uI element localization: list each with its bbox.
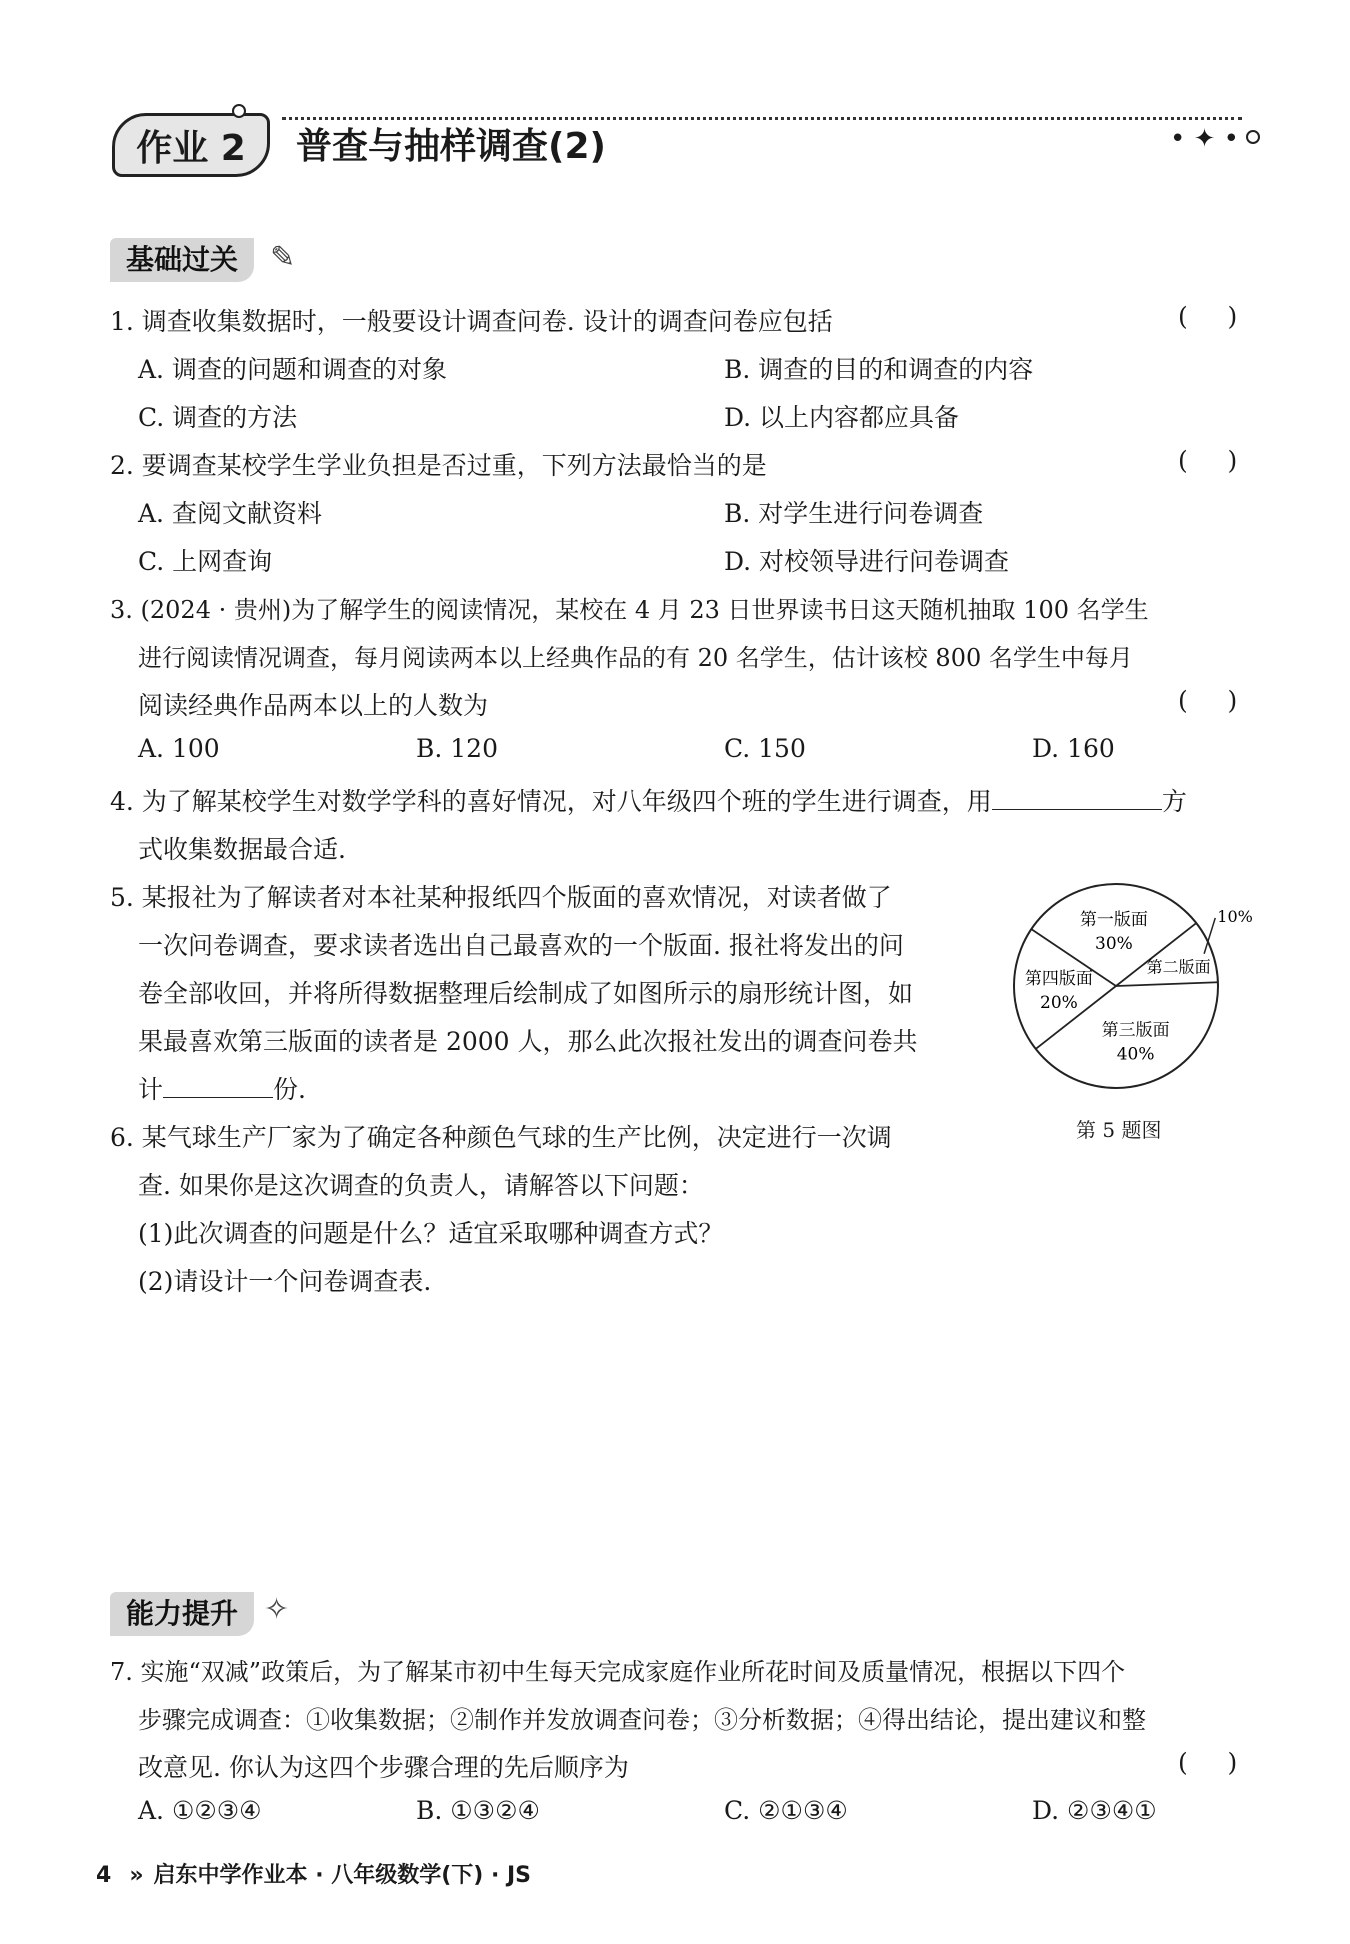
q2-option-a: A. 查阅文献资料: [138, 499, 322, 528]
page-footer: [96, 1858, 531, 1889]
footer-book-title: 启东中学作业本 · 八年级数学(下) · JS: [153, 1863, 532, 1888]
question-5-line-3: 卷全部收回，并将所得数据整理后绘制成了如图所示的扇形统计图，如: [138, 979, 914, 1008]
answer-paren-q7: ( ): [1178, 1748, 1238, 1777]
q2-option-d: D. 对校领导进行问卷调查: [724, 547, 1010, 576]
page-number: 4: [96, 1863, 112, 1888]
double-chevron-icon: »: [129, 1863, 144, 1888]
question-6-sub-1: (1)此次调查的问题是什么？适宜采取哪种调查方式？: [138, 1219, 724, 1248]
pie-slice-fourth-value: 20%: [1040, 993, 1078, 1014]
q1-option-d: D. 以上内容都应具备: [724, 403, 960, 432]
question-7-line-3: 改意见. 你认为这四个步骤合理的先后顺序为: [138, 1753, 629, 1782]
q7-option-c: C. ②①③④: [724, 1796, 848, 1825]
answer-paren-q1: ( ): [1178, 302, 1238, 331]
question-6-line-2: 查. 如果你是这次调查的负责人，请解答以下问题：: [138, 1171, 704, 1200]
question-6-line-1: 6. 某气球生产厂家为了确定各种颜色气球的生产比例，决定进行一次调: [110, 1123, 892, 1152]
question-5-line-5: [138, 1070, 306, 1106]
homework-badge: 作业 2: [112, 113, 270, 177]
q7-option-b: B. ①③②④: [416, 1796, 540, 1825]
pie-slice-third-label: 第三版面: [1101, 1020, 1170, 1041]
q3-option-c: C. 150: [724, 734, 806, 763]
pie-slice-first-label: 第一版面: [1079, 909, 1148, 930]
question-7-line-1: 7. 实施“双减”政策后，为了解某市初中生每天完成家庭作业所花时间及质量情况，根据以下四个: [110, 1658, 1126, 1686]
question-5-text: 计: [138, 1075, 164, 1104]
q1-option-c: C. 调查的方法: [138, 403, 298, 432]
question-3-line-3: 阅读经典作品两本以上的人数为: [138, 691, 489, 720]
pencil-icon: ✎: [270, 240, 296, 275]
answer-paren-q3: ( ): [1178, 686, 1238, 715]
q7-option-d: D. ②③④①: [1032, 1796, 1157, 1825]
section-advanced-tag: 能力提升: [110, 1592, 254, 1636]
question-2-stem: 2. 要调查某校学生学业负担是否过重，下列方法最恰当的是: [110, 451, 767, 480]
pie-slice-fourth-label: 第四版面: [1024, 969, 1093, 990]
q2-option-b: B. 对学生进行问卷调查: [724, 499, 984, 528]
header-dot-decoration: [232, 104, 246, 118]
question-4-text-end: 方: [1161, 787, 1187, 816]
sparkle-pencil-icon: ✧: [264, 1592, 290, 1627]
pie-slice-second-value: 10%: [1217, 906, 1253, 926]
pie-slice-third-value: 40%: [1116, 1044, 1155, 1065]
question-5-line-2: 一次问卷调查，要求读者选出自己最喜欢的一个版面. 报社将发出的问: [138, 931, 904, 960]
pie-chart: [1000, 876, 1280, 1100]
q3-option-d: D. 160: [1032, 734, 1115, 763]
question-5-line-1: 5. 某报社为了解读者对本社某种报纸四个版面的喜欢情况，对读者做了: [110, 883, 892, 912]
header-end-circle: [1246, 130, 1260, 144]
q1-option-b: B. 调查的目的和调查的内容: [724, 355, 1034, 384]
pie-caption: 第 5 题图: [1076, 1118, 1162, 1142]
question-3-line-2: 进行阅读情况调查，每月阅读两本以上经典作品的有 20 名学生，估计该校 800 名学生中每月: [138, 644, 1133, 672]
question-6-sub-2: (2)请设计一个问卷调查表.: [138, 1267, 432, 1296]
q5-answer-blank[interactable]: [163, 1097, 273, 1098]
page-title: 普查与抽样调查(2): [296, 126, 606, 167]
q2-option-c: C. 上网查询: [138, 547, 273, 576]
q3-option-b: B. 120: [416, 734, 498, 763]
sparkle-icon: • ✦ •: [1170, 124, 1239, 154]
question-5-line-4: 果最喜欢第三版面的读者是 2000 人，那么此次报社发出的调查问卷共: [138, 1027, 918, 1056]
question-7-line-2: 步骤完成调查：①收集数据；②制作并发放调查问卷；③分析数据；④得出结论，提出建议和整: [138, 1706, 1146, 1734]
pie-slice-first-value: 30%: [1095, 933, 1133, 954]
question-3-line-1: 3. (2024 · 贵州)为了解学生的阅读情况，某校在 4 月 23 日世界读书日这天随机抽取 100 名学生: [110, 596, 1149, 624]
q7-option-a: A. ①②③④: [138, 1796, 262, 1825]
section-basic-tag: 基础过关: [110, 238, 254, 282]
q3-option-a: A. 100: [138, 734, 220, 763]
question-4-line-1: [110, 782, 1187, 818]
q1-option-a: A. 调查的问题和调查的对象: [138, 355, 447, 384]
question-1-stem: 1. 调查收集数据时，一般要设计调查问卷. 设计的调查问卷应包括: [110, 307, 833, 336]
q4-answer-blank[interactable]: [992, 809, 1162, 810]
question-4-text: 4. 为了解某校学生对数学学科的喜好情况，对八年级四个班的学生进行调查，用: [110, 787, 992, 816]
answer-paren-q2: ( ): [1178, 446, 1238, 475]
question-5-text-end: 份.: [273, 1075, 306, 1104]
question-4-line-2: 式收集数据最合适.: [138, 835, 346, 864]
pie-slice-second-label: 第二版面: [1146, 957, 1211, 977]
